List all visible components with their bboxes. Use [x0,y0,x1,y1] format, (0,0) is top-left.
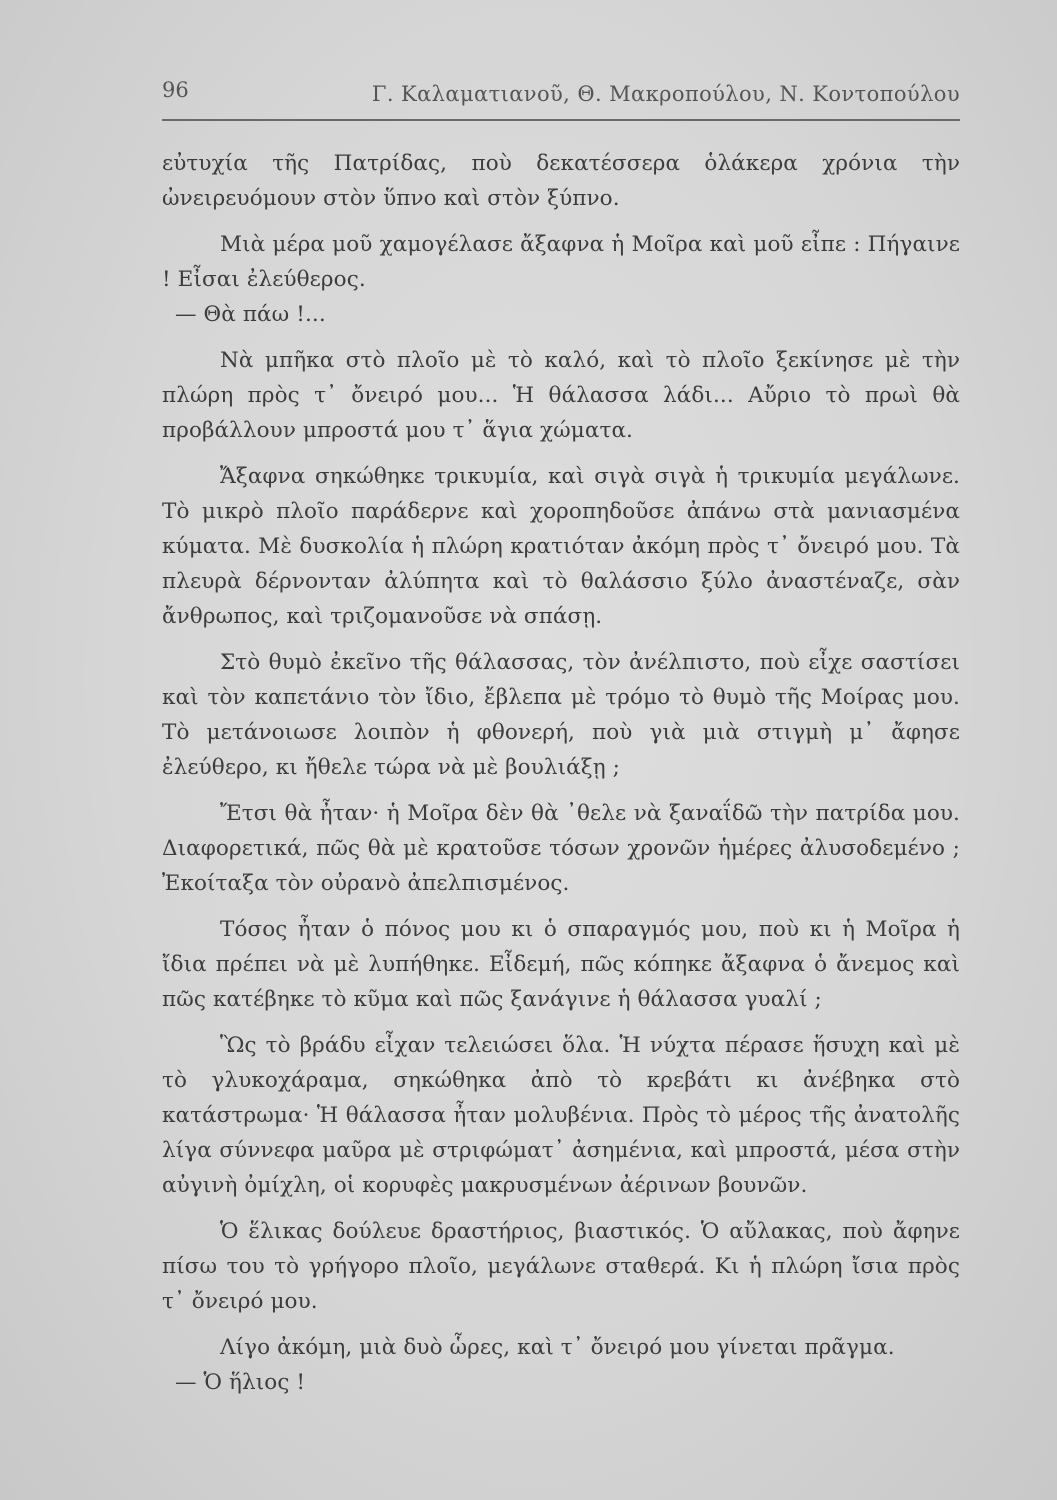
paragraph: Ἔτσι θὰ ἦταν· ἡ Μοῖρα δὲν θὰ ᾽θελε νὰ ξαναΐδῶ τὴν πατρίδα μου. Διαφορετικά, πῶς θὰ μὲ κρατοῦσε τόσων χρονῶν ἡμέρες ἀλυσοδεμένο ; Ἐκοίταξα τὸν οὐρανὸ ἀπελπισμένος. [162,801,960,896]
paragraph: Μιὰ μέρα μοῦ χαμογέλασε ἄξαφνα ἡ Μοῖρα καὶ μοῦ εἶπε : Πήγαινε ! Εἶσαι ἐλεύθερος. [162,232,960,292]
paragraph: Ἄξαφνα σηκώθηκε τρικυμία, καὶ σιγὰ σιγὰ ἡ τρικυμία μεγάλωνε. Τὸ μικρὸ πλοῖο παράδερνε καὶ χοροπηδοῦσε ἀπάνω στὰ μανιασμένα κύματα. Μὲ δυσκολία ἡ πλώρη κρατιόταν ἀκόμη πρὸς τ᾽ ὄνειρό μου. Τὰ πλευρὰ δέρνονταν ἀλύπητα καὶ τὸ θαλάσσιο ξύλο ἀναστέναζε, σὰν ἄνθρωπος, καὶ τριζομανοῦσε νὰ σπάσῃ. [162,464,960,629]
body-text [162,146,960,1400]
paragraph: Νὰ μπῆκα στὸ πλοῖο μὲ τὸ καλό, καὶ τὸ πλοῖο ξεκίνησε μὲ τὴν πλώρη πρὸς τ᾽ ὄνειρό μου... Ἡ θάλασσα λάδι... Αὔριο τὸ πρωὶ θὰ προβάλλουν μπροστά μου τ᾽ ἅγια χώματα. [162,348,960,443]
paragraph: Λίγο ἀκόμη, μιὰ δυὸ ὧρες, καὶ τ᾽ ὄνειρό μου γίνεται πρᾶγμα. [220,1335,895,1360]
paragraph: εὐτυχία τῆς Πατρίδας, ποὺ δεκατέσσερα ὁλάκερα χρόνια τὴν ὠνειρευόμουν στὸν ὕπνο καὶ στὸν ξύπνο. [162,151,960,211]
page-header [162,74,960,114]
paragraph: Ὁ ἕλικας δούλευε δραστήριος, βιαστικός. Ὁ αὔλακας, ποὺ ἄφηνε πίσω του τὸ γρήγορο πλοῖο, μεγάλωνε σταθερά. Κι ἡ πλώρη ἴσια πρὸς τ᾽ ὄνειρό μου. [162,1219,960,1314]
dialogue-line: — Θὰ πάω !... [175,302,326,327]
paragraph: Ὣς τὸ βράδυ εἶχαν τελειώσει ὅλα. Ἡ νύχτα πέρασε ἥσυχη καὶ μὲ τὸ γλυκοχάραμα, σηκώθηκα ἀπὸ τὸ κρεβάτι κι ἀνέβηκα στὸ κατάστρωμα· Ἡ θάλασσα ἦταν μολυβένια. Πρὸς τὸ μέρος τῆς ἀνατολῆς λίγα σύννεφα μαῦρα μὲ στριφώματ᾽ ἀσημένια, καὶ μπροστά, μέσα στὴν αὐγινὴ ὀμίχλη, οἱ κορυφὲς μακρυσμένων ἀέρινων βουνῶν. [162,1033,960,1198]
running-head-authors: Γ. Καλαματιανοῦ, Θ. Μακροπούλου, Ν. Κοντοπούλου [371,82,960,106]
dialogue-line: — Ὁ ἥλιος ! [175,1370,306,1395]
page-number: 96 [162,78,189,102]
paragraph: Στὸ θυμὸ ἐκεῖνο τῆς θάλασσας, τὸν ἀνέλπιστο, ποὺ εἶχε σαστίσει καὶ τὸν καπετάνιο τὸν ἴδιο, ἔβλεπα μὲ τρόμο τὸ θυμὸ τῆς Μοίρας μου. Τὸ μετάνοιωσε λοιπὸν ἡ φθονερή, ποὺ γιὰ μιὰ στιγμὴ μ᾽ ἄφησε ἐλεύθερο, κι ἤθελε τώρα νὰ μὲ βουλιάξῃ ; [162,650,960,780]
header-rule [162,119,960,121]
paragraph: Τόσος ἦταν ὁ πόνος μου κι ὁ σπαραγμός μου, ποὺ κι ἡ Μοῖρα ἡ ἴδια πρέπει νὰ μὲ λυπήθηκε. Εἶδεμή, πῶς κόπηκε ἄξαφνα ὁ ἄνεμος καὶ πῶς κατέβηκε τὸ κῦμα καὶ πῶς ξανάγινε ἡ θάλασσα γυαλί ; [162,917,960,1012]
